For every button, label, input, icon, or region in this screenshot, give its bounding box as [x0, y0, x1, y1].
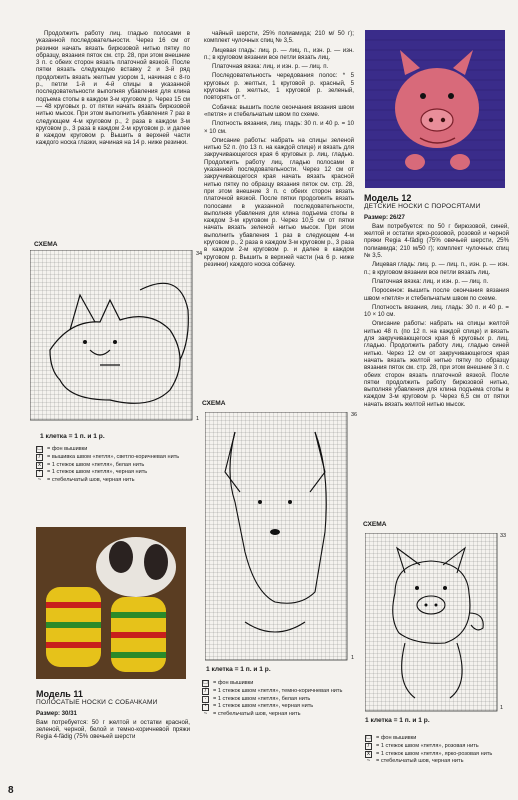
model11-size: Размер: 30/31 [36, 709, 77, 717]
model12-title: Модель 12 [364, 193, 412, 203]
col2-paragraph: Платочная вязка: лиц. и изн. р. — лиц. п. [212, 63, 329, 71]
model11-title: Модель 11 [36, 689, 83, 699]
legend-item [202, 711, 352, 719]
legend-item [36, 454, 196, 462]
legend-symbol: x [367, 750, 370, 757]
schema3-legend [365, 735, 510, 766]
photo-dog-socks [36, 527, 186, 679]
col3-paragraph: Описание работы: набрать на спицы желтой нитью 48 п. (по 12 п. на каждой спице) и вязать для закручивающегося края 6 круговых р. лиц. гладью. Продолжить работу лиц. гладью синей нитью. Через 12 см от закручивающегося края начать вязать желтой нитью пятку по образцу вязания пяток см. стр. 28, при этом внешние 3 п. с обеих сторон вязать платочной вязкой. После пятки продолжить работу бирюзовой нитью, выполняя убавления для клина подъема стопы в каждом 3-м круговом р. Через 6,5 см от пятки начать вязать желтой нитью мысок. [364, 320, 509, 408]
legend-text: = 1 стежок швом «петля», белая нить [47, 461, 145, 468]
col3-paragraph: Вам потребуется: по 50 г бирюзовой, синей, желтой и остатки ярко-розовой, розовой и черной пряжи Regia 4-fädig (75% овечьей шерсти, 25% полиамида; 210 м/50 г); комплект чулочных спиц № 3,5. [364, 222, 509, 260]
schema3-grid [365, 533, 499, 713]
legend-item [365, 735, 510, 743]
col3-paragraph: Плотность вязания, лиц. гладь: 30 п. и 40 р. = 10 × 10 см. [364, 303, 509, 319]
legend-item [36, 477, 196, 485]
legend-item [365, 758, 510, 766]
schema1-cell-label: 1 клетка = 1 п. и 1 р. [40, 433, 105, 440]
model12-size: Размер: 26/27 [364, 213, 405, 221]
col2-paragraph: чайный шерсти, 25% полиамида; 210 м/ 50 г); комплект чулочных спиц № 3,5. [204, 30, 354, 45]
col2-paragraph: Последовательность чередования полос: * 5 круговых р. желтых, 1 круговой р. красный, 5 круговых р. желтых, 1 круговой р. зеленый, повторять от *. [204, 72, 354, 102]
page-number: 8 [8, 785, 14, 796]
legend-text: = стебельчатый шов, черная нить [376, 758, 464, 765]
legend-symbol: x [38, 461, 41, 468]
col3-text [364, 192, 509, 410]
legend-item [202, 696, 352, 704]
col2-paragraph: Описание работы: набрать на спицы зеленой нитью 52 п. (по 13 п. на каждой спице) и вязать для закручивающегося края 6 круговых р. лиц. гладью. Продолжить работу лиц. гладью полосами в указанной последовательности. Через 12 см от закручивающегося края начать вязать красной нитью пятку по образцу вязания пяток см. стр. 28, при этом внешние 3 п. с обеих сторон вязать платочной вязкой. После пятки продолжить вязать полосами в указанной последовательности, выполняя убавления для клина подъема стопы в каждом 3-м круговом р. Через 10,5 см от пятки начать вязать зеленой нитью мысок. При этом выполнить убавления 1 раз в следующем 4-м круговом р., 2 раза в каждом 3-м круговом р., 3 раза в каждом 2-м круговом р. и далее в каждом круговом р. Вышить в верхней части (на 6 р. ниже резинки) каждого носка собачку. [204, 136, 354, 268]
legend-text: = 1 стежок швом «петля», ярко-розовая нить [376, 750, 493, 757]
schema2-label: СХЕМА [202, 400, 226, 407]
col3-paragraph: Поросенок: вышить после окончания вязания швом «петля» и стебельчатым швом по схеме. [364, 287, 509, 302]
col1-text [36, 30, 190, 149]
legend-item [365, 743, 510, 751]
legend-text: = 1 стежок швом «петля», черная нить [213, 703, 314, 710]
col3-paragraph: Платочная вязка: лиц. и изн. р. — лиц. п. [372, 277, 489, 285]
legend-text: = фон вышивки [376, 735, 417, 741]
legend-text: = фон вышивки [213, 680, 254, 686]
legend-text: = фон вышивки [47, 446, 88, 452]
schema2-row-top: 36 [351, 412, 358, 418]
legend-text: = 1 стежок швом «петля», черная нить [47, 469, 148, 476]
schema2-grid [205, 412, 350, 662]
legend-text: = стебельчатый шов, черная нить [213, 711, 301, 718]
legend-text: = стебельчатый шов, черная нить [47, 477, 135, 484]
schema1-row-bottom: 1 [196, 416, 200, 422]
photo-pig-embroidery [365, 30, 505, 188]
schema3-label: СХЕМА [363, 521, 387, 528]
legend-symbol: ~ [37, 477, 42, 484]
schema1-grid [30, 250, 195, 422]
legend-symbol: □ [203, 680, 208, 686]
legend-item [202, 680, 352, 688]
legend-symbol: • [36, 470, 43, 477]
col1-paragraph: Продолжить работу лиц. гладью полосами в указанной последовательности. Через 16 см от резинки начать вязать бирюзовой нитью пятку по образцу, вязания пяток см. стр. 28, при этом внешние 3 п. с обеих сторон вязать платочной вязкой. После пятки вязать следующую вставку 2 и 3-й ряд продолжить вязать желтым узором 1, начиная с 8-го р., петли 1-й и 4-й спицы в указанной последовательности выполняя убавления для клина подъема стопы в каждом 3-м круговом р. Через 15 см — 48 круговых р. от пятки начать вязать бирюзовой нитью мысок. При этом выполнить убавления 7 раз в следующем 4-м круговом р., 2 раза в каждом 3-м круговом р., 3 раза в каждом 2-м круговом р. и далее в каждом круговом р. Вышить в верхней части каждого носка глазки, начиная на 14 р. ниже резинки. [36, 30, 190, 147]
legend-text: = 1 стежок швом «петля», розовая нить [376, 742, 479, 749]
legend-item [36, 446, 196, 454]
schema3-cell-label: 1 клетка = 1 п. и 1 р. [365, 717, 430, 724]
col3-paragraph: Лицевая гладь: лиц. р. — лиц. п., изн. р. — изн. п.; в круговом вязании все петли вязать лиц. [364, 261, 509, 276]
legend-symbol: / [365, 743, 372, 750]
legend-symbol: / [202, 688, 209, 695]
col2-paragraph: Собачка: вышить после окончания вязания швом «петля» и стебельчатым швом по схеме. [204, 103, 354, 118]
schema3-row-bottom: 1 [500, 705, 504, 711]
model12-subtitle: ДЕТСКИЕ НОСКИ С ПОРОСЯТАМИ [364, 203, 481, 211]
legend-item [36, 462, 196, 470]
legend-symbol: • [202, 704, 209, 711]
legend-symbol: ~ [203, 711, 208, 718]
schema2-cell-label: 1 клетка = 1 п. и 1 р. [206, 666, 271, 673]
schema2-legend [202, 680, 352, 719]
legend-item [202, 688, 352, 696]
legend-symbol: · [202, 696, 209, 703]
col2-paragraph: Лицевая гладь: лиц. р. — лиц. п., изн. р. — изн. п.; в круговом вязании все петли вязать лиц. [204, 46, 354, 61]
model11-text [36, 688, 190, 743]
legend-text: = вышивка швом «петля», светло-коричневая нить [47, 453, 180, 460]
schema2-row-bottom: 1 [351, 655, 355, 661]
schema1-legend [36, 446, 196, 485]
schema1-label: СХЕМА [34, 241, 58, 248]
legend-text: = 1 стежок швом «петля», темно-коричневая нить [213, 687, 343, 694]
schema1-row-top: 34 [196, 251, 203, 257]
legend-symbol: / [36, 454, 43, 461]
legend-symbol: ~ [366, 758, 371, 765]
legend-symbol: □ [37, 446, 42, 452]
model11-needs: Вам потребуется: 50 г желтой и остатки красной, зеленой, черной, белой и темно-коричневой пряжи Regia 4-fädig (75% овечьей шерсти [36, 718, 190, 741]
legend-text: = 1 стежок швом «петля», белая нить [213, 695, 311, 702]
col2-text [204, 30, 354, 270]
schema3-row-top: 33 [500, 533, 507, 539]
col2-paragraph: Плотность вязания, лиц. гладь: 30 п. и 40 р. = 10 × 10 см. [204, 120, 354, 135]
legend-symbol: □ [366, 735, 371, 741]
model11-subtitle: ПОЛОСАТЫЕ НОСКИ С СОБАЧКАМИ [36, 699, 158, 707]
